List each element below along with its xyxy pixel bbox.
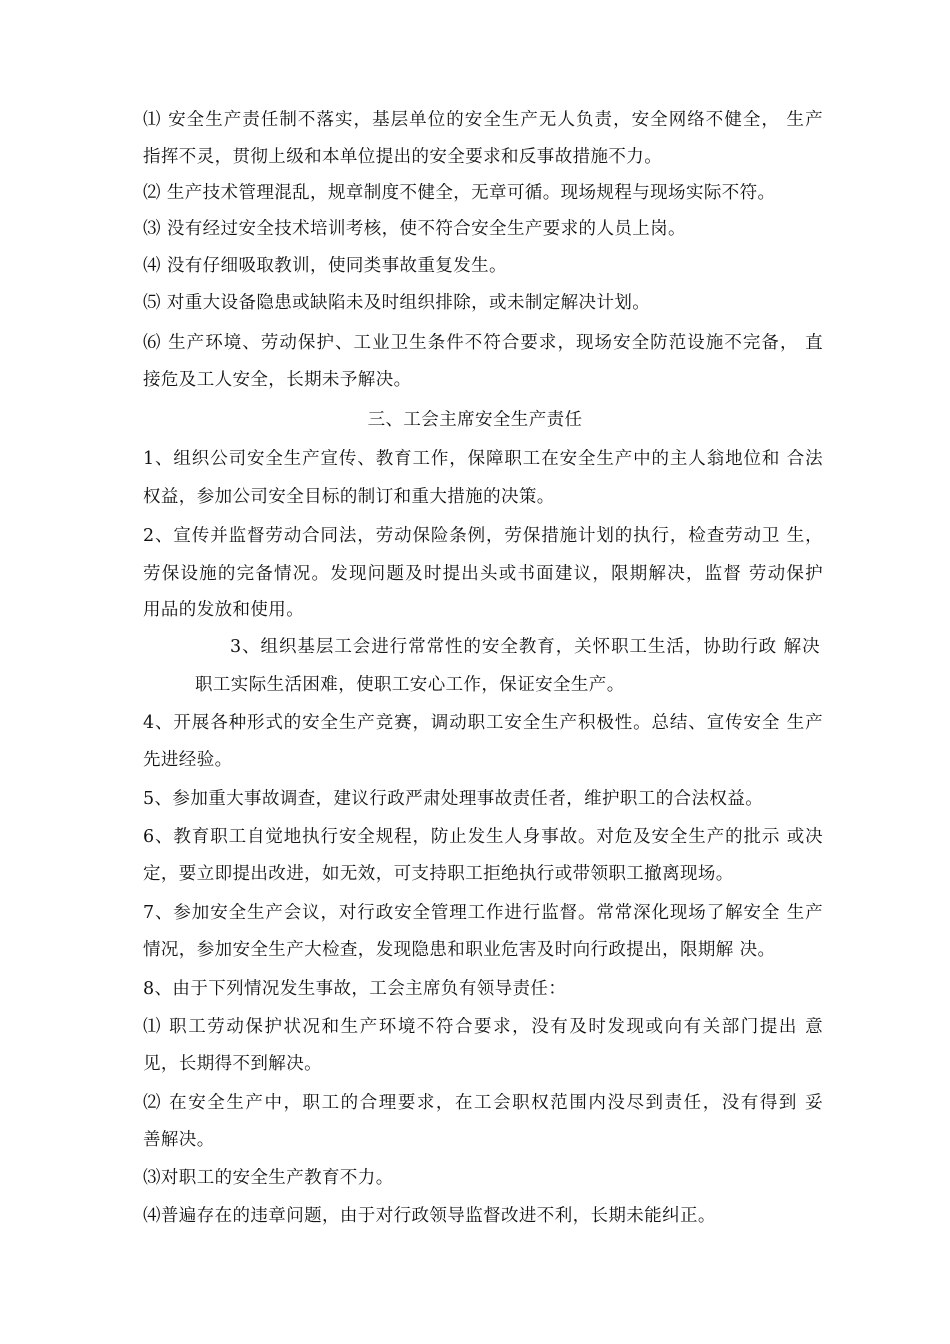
paragraph-line: 定，要立即提出改进，如无效，可支持职工拒绝执行或带领职工撤离现场。 bbox=[143, 864, 734, 884]
paragraph-line: 1、组织公司安全生产宣传、教育工作，保障职工在安全生产中的主人翁地位和 合法 bbox=[143, 449, 823, 469]
paragraph-line: 3、组织基层工会进行常常性的安全教育，关怀职工生活，协助行政 解决 bbox=[230, 637, 820, 657]
paragraph-line: 指挥不灵，贯彻上级和本单位提出的安全要求和反事故措施不力。 bbox=[143, 147, 663, 167]
paragraph-line: ⑹ 生产环境、劳动保护、工业卫生条件不符合要求，现场安全防范设施不完备， 直 bbox=[143, 333, 823, 353]
paragraph-line: 6、教育职工自觉地执行安全规程，防止发生人身事故。对危及安全生产的批示 或决 bbox=[143, 827, 823, 847]
paragraph-line: ⑴ 职工劳动保护状况和生产环境不符合要求，没有及时发现或向有关部门提出 意 bbox=[143, 1017, 823, 1037]
paragraph-line: 2、宣传并监督劳动合同法，劳动保险条例，劳保措施计划的执行，检查劳动卫 生， bbox=[143, 526, 823, 546]
paragraph-line: 先进经验。 bbox=[143, 750, 233, 770]
paragraph-line: 7、参加安全生产会议，对行政安全管理工作进行监督。常常深化现场了解安全 生产 bbox=[143, 903, 823, 923]
paragraph-line: 职工实际生活困难，使职工安心工作，保证安全生产。 bbox=[195, 675, 625, 695]
paragraph-line: 情况，参加安全生产大检查，发现隐患和职业危害及时向行政提出，限期解 决。 bbox=[143, 940, 776, 960]
paragraph-line: ⑵ 生产技术管理混乱，规章制度不健全，无章可循。现场规程与现场实际不符。 bbox=[143, 183, 776, 203]
paragraph-line: ⑵ 在安全生产中，职工的合理要求，在工会职权范围内没尽到责任，没有得到 妥 bbox=[143, 1093, 823, 1113]
paragraph-line: ⑷ 没有仔细吸取教训，使同类事故重复发生。 bbox=[143, 256, 507, 276]
paragraph-line: ⑶ 没有经过安全技术培训考核，使不符合安全生产要求的人员上岗。 bbox=[143, 219, 686, 239]
paragraph-line: ⑷普遍存在的违章问题，由于对行政领导监督改进不利，长期未能纠正。 bbox=[143, 1206, 716, 1226]
paragraph-line: ⑸ 对重大设备隐患或缺陷未及时组织排除，或未制定解决计划。 bbox=[143, 293, 651, 313]
paragraph-line: 用品的发放和使用。 bbox=[143, 600, 305, 620]
paragraph-line: 善解决。 bbox=[143, 1130, 215, 1150]
paragraph-line: 劳保设施的完备情况。发现问题及时提出头或书面建议，限期解决，监督 劳动保护 bbox=[143, 564, 823, 584]
section-heading: 三、工会主席安全生产责任 bbox=[367, 410, 583, 430]
paragraph-line: ⑴ 安全生产责任制不落实，基层单位的安全生产无人负责，安全网络不健全， 生产 bbox=[143, 110, 823, 130]
paragraph-line: 权益，参加公司安全目标的制订和重大措施的决策。 bbox=[143, 487, 555, 507]
paragraph-line: 4、开展各种形式的安全生产竞赛，调动职工安全生产积极性。总结、宣传安全 生产 bbox=[143, 713, 823, 733]
paragraph-line: 5、参加重大事故调查，建议行政严肃处理事故责任者，维护职工的合法权益。 bbox=[143, 789, 764, 809]
paragraph-line: 接危及工人安全，长期未予解决。 bbox=[143, 370, 412, 390]
paragraph-line: 8、由于下列情况发生事故，工会主席负有领导责任： bbox=[143, 979, 567, 999]
paragraph-line: 见，长期得不到解决。 bbox=[143, 1054, 322, 1074]
paragraph-line: ⑶对职工的安全生产教育不力。 bbox=[143, 1168, 394, 1188]
